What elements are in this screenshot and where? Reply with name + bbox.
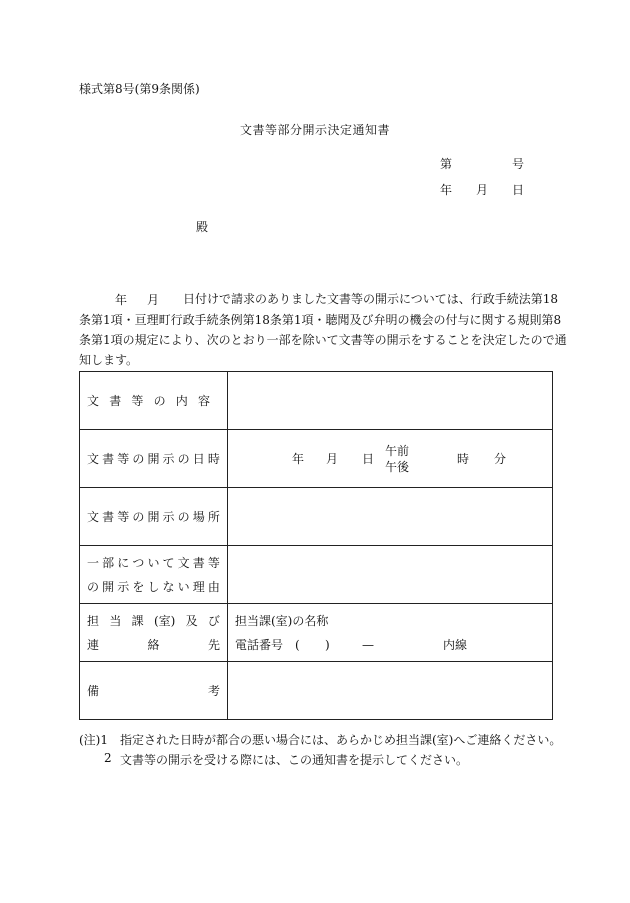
label-char: 備 [87, 684, 100, 698]
label-char: 文 [87, 452, 100, 466]
label-char: の [132, 452, 145, 466]
label-char: の [132, 510, 145, 524]
date-day: 日 [512, 183, 525, 197]
contact-extension: 内線 [443, 637, 468, 652]
value-nondisclosure-reason[interactable] [228, 546, 553, 604]
label-char: 担 [87, 613, 100, 628]
label-char: 容 [197, 394, 210, 408]
label-char: 先 [207, 637, 220, 652]
label-char: 書 [109, 394, 122, 408]
label-char: 等 [117, 510, 130, 524]
label-char: 当 [109, 613, 122, 628]
value-remarks[interactable] [228, 662, 553, 720]
number-prefix: 第 [440, 157, 453, 171]
label-char: 絡 [147, 637, 160, 652]
value-document-contents[interactable] [228, 372, 553, 430]
dt-pm: 午後 [385, 460, 410, 474]
label-char: い [147, 555, 160, 570]
label-char: な [162, 579, 175, 594]
intro-line-2: 条第1項・亘理町行政手続条例第18条第1項・聴聞及び弁明の機会の付与に関する規則第8 [79, 313, 562, 327]
table-row [80, 430, 553, 488]
label-char: つ [132, 555, 145, 570]
label-char: 示 [162, 510, 175, 524]
label-char: び [207, 613, 220, 628]
table-row [80, 372, 553, 430]
note-2: 文書等の開示を受ける際には、この通知書を提示してください。 [120, 753, 469, 767]
label-char: 連 [87, 637, 100, 652]
label-char: 場 [192, 510, 205, 524]
label-char: 及 [185, 613, 198, 628]
table-row [80, 662, 553, 720]
value-disclosure-place[interactable] [228, 488, 553, 546]
label-char: の [153, 394, 166, 408]
intro-line-1: 日付けで請求のありました文書等の開示については、行政手続法第18 [183, 292, 559, 306]
label-disclosure-datetime [80, 430, 228, 488]
label-char: 課 [131, 613, 144, 628]
label-document-contents [80, 372, 228, 430]
note-1: 指定された日時が都合の悪い場合には、あらかじめ担当課(室)へご連絡ください。 [120, 733, 562, 747]
contact-phone-open: ( [295, 637, 300, 652]
label-char: 書 [192, 555, 205, 570]
label-char: 開 [147, 510, 160, 524]
table-row [80, 604, 553, 662]
label-remarks [80, 662, 228, 720]
dt-hour: 時 [457, 452, 470, 466]
label-char: 所 [207, 510, 220, 524]
label-char: 等 [207, 555, 220, 570]
contact-dash: — [362, 637, 374, 652]
document-title: 文書等部分開示決定通知書 [239, 123, 390, 137]
value-disclosure-datetime[interactable] [228, 430, 553, 488]
table-row [80, 546, 553, 604]
label-char: 理 [192, 579, 205, 594]
label-char: 一 [87, 555, 100, 570]
label-char: 日 [192, 452, 205, 466]
label-char: し [147, 579, 160, 594]
label-char: 考 [207, 684, 220, 698]
label-contact [80, 604, 228, 662]
label-char: の [177, 510, 190, 524]
dt-am: 午前 [385, 444, 410, 458]
label-char: の [177, 452, 190, 466]
label-char: の [87, 579, 100, 594]
label-char: 書 [102, 510, 115, 524]
date-year: 年 [440, 183, 453, 197]
label-disclosure-place [80, 488, 228, 546]
label-nondisclosure-reason [80, 546, 228, 604]
label-char: 文 [177, 555, 190, 570]
table-row [80, 488, 553, 546]
dt-minute: 分 [494, 452, 507, 466]
label-char: 時 [207, 452, 220, 466]
label-char: (室) [153, 613, 176, 628]
label-char: を [132, 579, 145, 594]
label-char: 内 [175, 394, 188, 408]
contact-dept-name: 担当課(室)の名称 [235, 613, 329, 628]
label-char: い [177, 579, 190, 594]
disclosure-info-table [79, 371, 553, 720]
label-char: 示 [117, 579, 130, 594]
recipient-honorific: 殿 [196, 220, 209, 234]
value-contact[interactable] [228, 604, 553, 662]
note-prefix: (注)1 [79, 733, 108, 747]
label-char: て [162, 555, 175, 570]
label-char: に [117, 555, 130, 570]
note-2-number: 2 [104, 751, 112, 765]
intro-line-3: 条第1項の規定により、次のとおり一部を除いて文書等の開示をすることを決定したので通 [79, 333, 567, 347]
date-month: 月 [476, 183, 489, 197]
label-char: 開 [147, 452, 160, 466]
label-char: 示 [162, 452, 175, 466]
label-char: 等 [117, 452, 130, 466]
dt-month: 月 [326, 452, 339, 466]
intro-year: 年 [115, 293, 128, 307]
dt-year: 年 [292, 452, 305, 466]
label-char: 文 [87, 510, 100, 524]
form-number: 様式第8号(第9条関係) [79, 82, 200, 96]
contact-phone-close: ) [325, 637, 330, 652]
label-char: 開 [102, 579, 115, 594]
number-suffix: 号 [512, 157, 525, 171]
contact-phone-label: 電話番号 [235, 637, 284, 652]
label-char: 書 [102, 452, 115, 466]
dt-day: 日 [362, 452, 375, 466]
label-char: 等 [131, 394, 144, 408]
intro-line-4: 知します。 [79, 353, 139, 367]
intro-month: 月 [147, 293, 160, 307]
label-char: 文 [87, 394, 100, 408]
label-char: 部 [102, 555, 115, 570]
label-char: 由 [207, 579, 220, 594]
